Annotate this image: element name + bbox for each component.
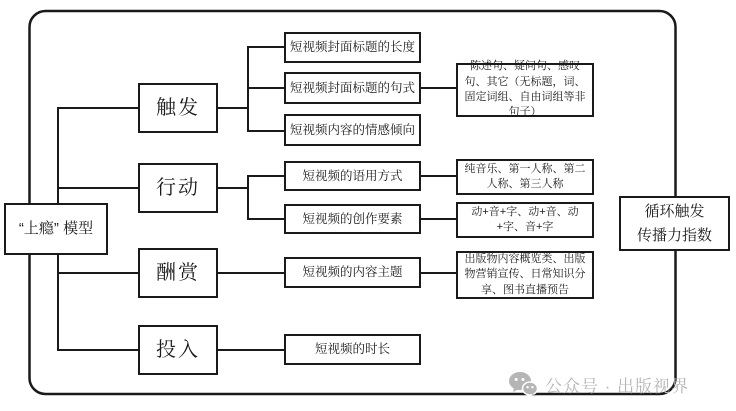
detail-pragmatics-values-box: 纯音乐、第一人称、第二人称、第三人称: [456, 159, 594, 195]
detail-theme-values-box: 出版物内容概览类、出版物营销宣传、日常知识分享、图书直播预告: [456, 251, 594, 299]
stage-investment-box: 投入: [138, 325, 218, 375]
factor-content-theme-box: 短视频的内容主题: [284, 257, 421, 288]
stage-reward-box: 酬赏: [138, 248, 218, 298]
detail-syntax-values-box: 陈述句、疑问句、感叹句、其它（无标题，词、固定词组、自由词组等非句子）: [456, 63, 594, 117]
outcome-line1: 循环触发: [644, 202, 705, 220]
factor-sentiment-box: 短视频内容的情感倾向: [284, 114, 421, 146]
watermark: [508, 370, 689, 398]
stage-action-box: 行动: [138, 163, 218, 213]
stage-trigger-box: 触发: [138, 83, 218, 133]
factor-pragmatics-box: 短视频的语用方式: [284, 161, 421, 191]
outcome-line2: 传播力指数: [636, 226, 712, 244]
outcome-box: [619, 196, 730, 251]
factor-creation-elements-box: 短视频的创作要素: [284, 204, 421, 234]
detail-elements-values-box: 动+音+字、动+音、动+字、音+字: [456, 202, 594, 238]
factor-title-length-box: 短视频封面标题的长度: [284, 32, 421, 63]
wechat-icon: [508, 371, 538, 397]
factor-title-syntax-box: 短视频封面标题的句式: [284, 72, 421, 104]
root-model-box: “上瘾” 模型: [4, 203, 108, 255]
factor-duration-box: 短视频的时长: [284, 334, 421, 365]
watermark-label: 公众号 · 出版视界: [545, 376, 690, 396]
